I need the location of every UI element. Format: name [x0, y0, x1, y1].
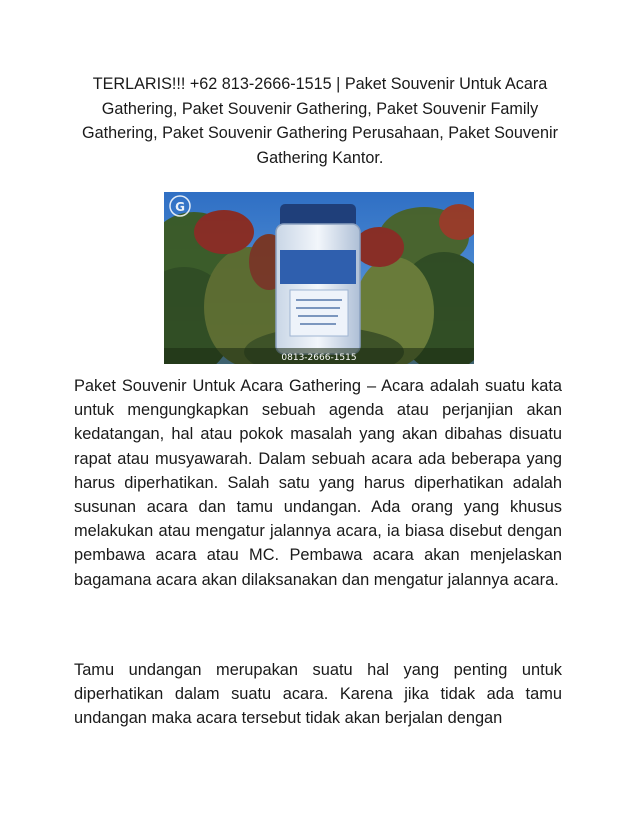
- svg-text:G: G: [175, 200, 185, 214]
- document-title: TERLARIS!!! +62 813-2666-1515 | Paket Souvenir Untuk Acara Gathering, Paket Souvenir Gathering, Paket Souvenir Family Gathering, Paket Souvenir Gathering Perusahaan, Paket Souvenir Gathering Kantor.: [81, 75, 559, 167]
- photo-footer-phone: 0813-2666-1515: [281, 353, 357, 363]
- souvenir-jar: [276, 204, 360, 354]
- body-paragraph-1: Paket Souvenir Untuk Acara Gathering – Acara adalah suatu kata untuk mengungkapkan sebuah agenda atau perjanjian akan kedatangan, hal atau pokok masalah yang akan dibahas disuatu rapat atau musyawarah. Dalam sebuah acara ada beberapa yang harus diperhatikan. Salah satu yang harus diperhatikan adalah susunan acara dan tamu undangan. Ada orang yang khusus melakukan atau mengatur jalannya acara, ia biasa disebut dengan pembawa acara atau MC. Pembawa acara akan menjelaskan bagamana acara akan dilaksanakan dan mengatur jalannya acara.: [74, 377, 562, 589]
- body-paragraph-2: Tamu undangan merupakan suatu hal yang penting untuk diperhatikan dalam suatu acara. Karena jika tidak ada tamu undangan maka acara tersebut tidak akan berjalan dengan: [74, 661, 562, 728]
- product-photo: [164, 192, 474, 364]
